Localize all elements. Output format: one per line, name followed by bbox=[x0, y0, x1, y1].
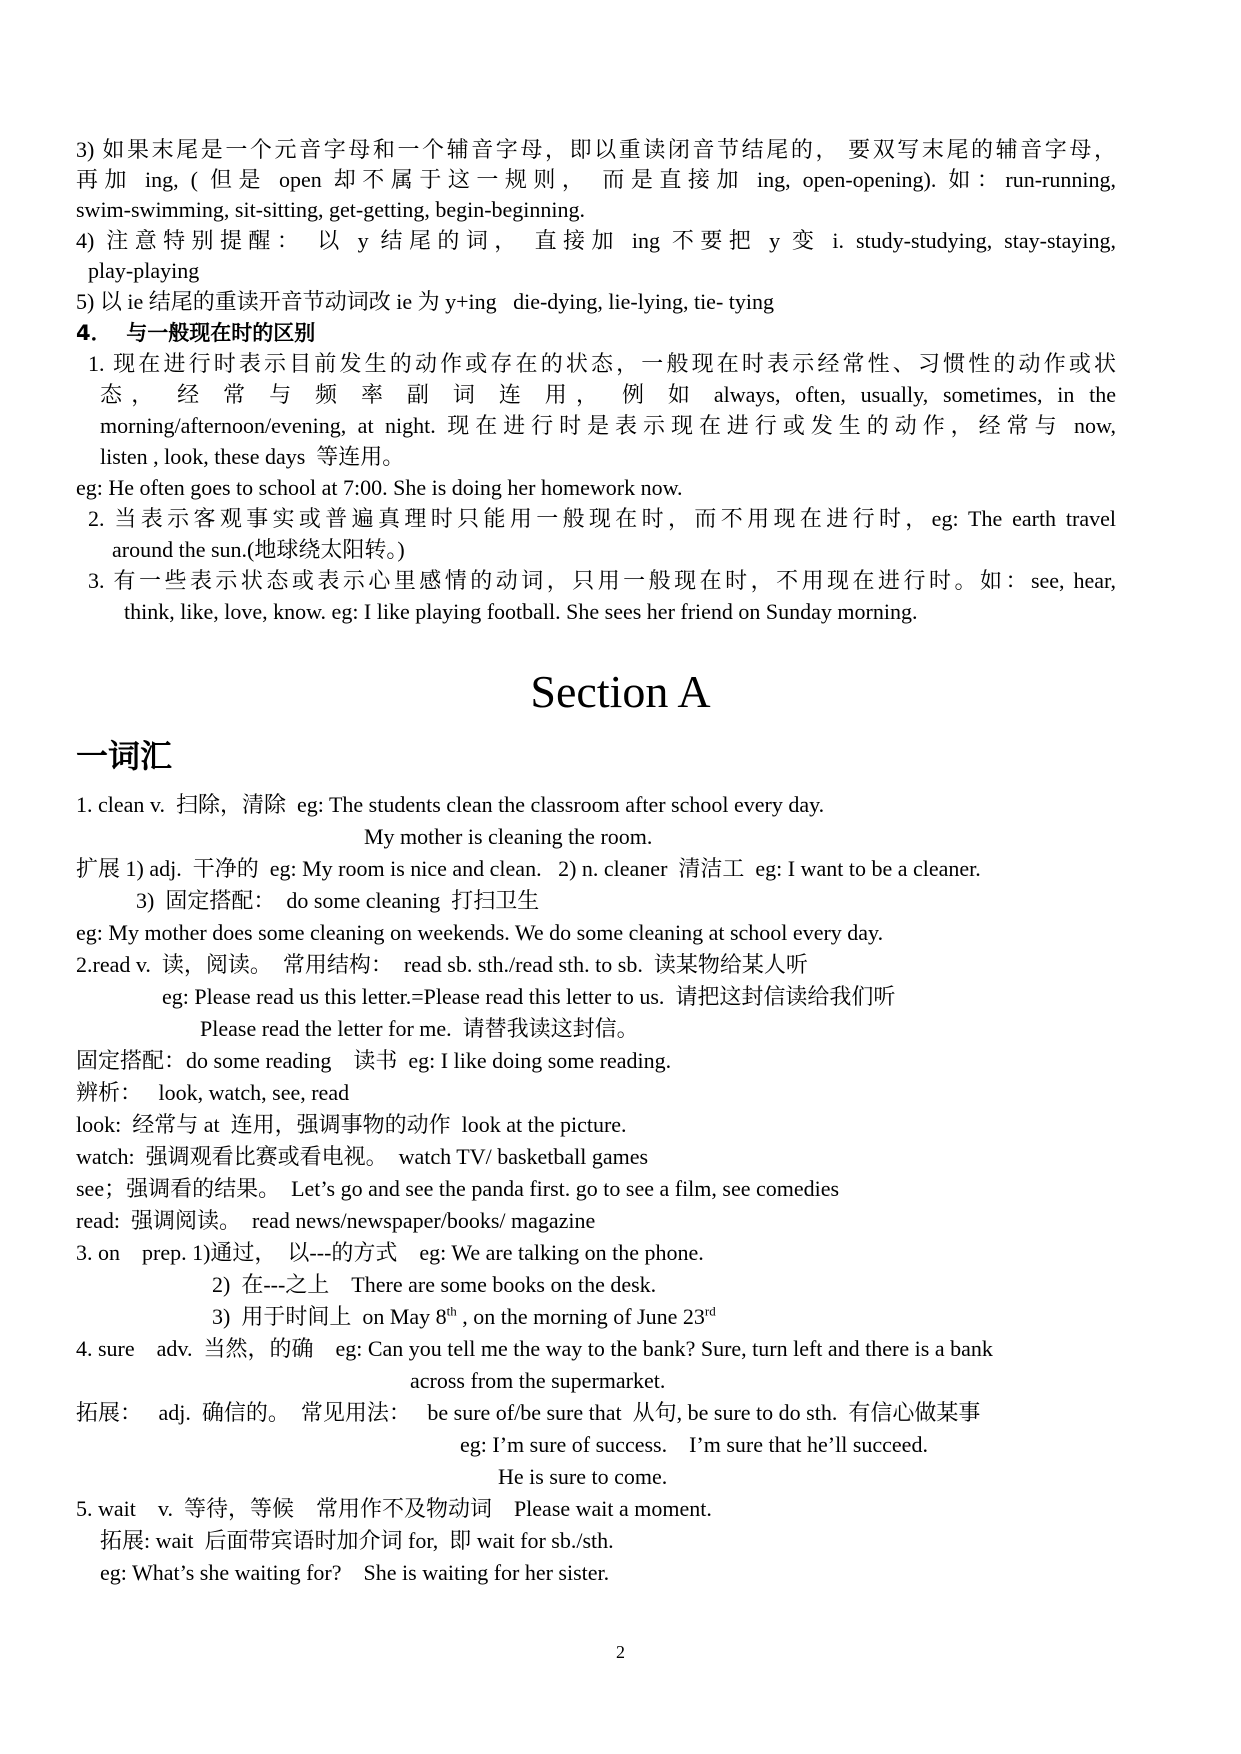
vocab-heading: 一词汇 bbox=[76, 737, 173, 775]
vocab-line: read: 强调阅读。 read news/newspaper/books/ magazine bbox=[76, 1208, 596, 1233]
vocab-line: 5. wait v. 等待，等候 常用作不及物动词 Please wait a moment. bbox=[76, 1496, 712, 1521]
vocab-line: He is sure to come. bbox=[498, 1464, 668, 1489]
vocab-line: across from the supermarket. bbox=[410, 1368, 666, 1393]
vocab-line: eg: What’s she waiting for? She is waiting for her sister. bbox=[100, 1560, 610, 1585]
vocab-line: eg: My mother does some cleaning on weekends. We do some cleaning at school every day. bbox=[76, 920, 884, 945]
superscript: th bbox=[446, 1303, 457, 1319]
vocab-line: eg: Please read us this letter.=Please read this letter to us. 请把这封信读给我们听 bbox=[162, 984, 896, 1009]
point-1-line: 1. 现在进行时表示目前发生的动作或存在的状态，一般现在时表示经常性、习惯性的动作或状 bbox=[88, 351, 1116, 376]
vocab-text: 3) 用于时间上 on May 8 bbox=[212, 1304, 447, 1329]
vocab-line: 3) 固定搭配： do some cleaning 打扫卫生 bbox=[136, 888, 540, 913]
vocab-line: eg: I’m sure of success. I’m sure that he’ll succeed. bbox=[460, 1432, 928, 1457]
vocab-line: look: 经常与 at 连用，强调事物的动作 look at the picture. bbox=[76, 1112, 627, 1137]
point-3-line: 3. 有一些表示状态或表示心里感情的动词，只用一般现在时，不用现在进行时。如：see, hear, bbox=[88, 568, 1116, 593]
vocab-line: see；强调看的结果。 Let’s go and see the panda first. go to see a film, see comedies bbox=[76, 1176, 840, 1201]
point-1-line: morning/afternoon/evening, at night. 现在进行时是表示现在进行或发生的动作，经常与 now, bbox=[100, 413, 1116, 438]
vocab-line: watch: 强调观看比赛或看电视。 watch TV/ basketball games bbox=[76, 1144, 649, 1169]
vocab-line: 拓展： adj. 确信的。 常见用法： be sure of/be sure that 从句, be sure to do sth. 有信心做某事 bbox=[76, 1400, 981, 1425]
vocab-line: 辨析： look, watch, see, read bbox=[76, 1080, 350, 1105]
vocab-line: 扩展 1) adj. 干净的 eg: My room is nice and clean. 2) n. cleaner 清洁工 eg: I want to be a cleaner. bbox=[76, 856, 981, 881]
rule-4-line: play-playing bbox=[88, 258, 200, 283]
vocab-line: 3. on prep. 1)通过， 以---的方式 eg: We are talking on the phone. bbox=[76, 1240, 704, 1265]
rule-3-line: 3) 如果末尾是一个元音字母和一个辅音字母，即以重读闭音节结尾的， 要双写末尾的辅音字母， bbox=[76, 137, 1116, 162]
vocab-line: 拓展: wait 后面带宾语时加介词 for, 即 wait for sb./sth. bbox=[100, 1528, 614, 1553]
vocab-line bbox=[212, 1302, 716, 1332]
point-2-line: around the sun.(地球绕太阳转。) bbox=[112, 537, 405, 562]
vocab-line: 2.read v. 读，阅读。 常用结构： read sb. sth./read sth. to sb. 读某物给某人听 bbox=[76, 952, 808, 977]
vocab-line: My mother is cleaning the room. bbox=[364, 824, 653, 849]
section-4-heading: 4． 与一般现在时的区别 bbox=[76, 321, 316, 345]
point-3-line: think, like, love, know. eg: I like playing football. She sees her friend on Sunday morning. bbox=[124, 599, 918, 624]
rule-5-line: 5) 以 ie 结尾的重读开音节动词改 ie 为 y+ing die-dying, lie-lying, tie- tying bbox=[76, 289, 774, 314]
page-number: 2 bbox=[616, 1642, 625, 1662]
vocab-line: 1. clean v. 扫除，清除 eg: The students clean the classroom after school every day. bbox=[76, 792, 825, 817]
vocab-line: 4. sure adv. 当然，的确 eg: Can you tell me the way to the bank? Sure, turn left and there is a bank bbox=[76, 1336, 993, 1361]
example-line: eg: He often goes to school at 7:00. She is doing her homework now. bbox=[76, 475, 683, 500]
section-title: Section A bbox=[530, 666, 711, 717]
rule-3-line: swim-swimming, sit-sitting, get-getting, begin-beginning. bbox=[76, 197, 586, 222]
rule-4-line: 4) 注意特别提醒： 以 y 结尾的词， 直接加 ing 不要把 y 变 i. study-studying, stay-staying, bbox=[76, 228, 1116, 253]
vocab-text: , on the morning of June 23 bbox=[456, 1304, 705, 1329]
superscript: rd bbox=[704, 1303, 716, 1319]
vocab-line: 2) 在---之上 There are some books on the desk. bbox=[212, 1272, 657, 1297]
vocab-line: Please read the letter for me. 请替我读这封信。 bbox=[200, 1016, 639, 1041]
point-2-line: 2. 当表示客观事实或普遍真理时只能用一般现在时，而不用现在进行时，eg: The earth travel bbox=[88, 506, 1116, 531]
point-1-line: 态， 经 常 与 频 率 副 词 连 用， 例 如 always, often, usually, sometimes, in the bbox=[100, 382, 1116, 407]
point-1-line: listen , look, these days 等连用。 bbox=[100, 444, 405, 469]
rule-3-line: 再加 ing, ( 但是 open 却不属于这一规则， 而是直接加 ing, open-opening). 如：run-running, bbox=[76, 167, 1116, 192]
vocab-line: 固定搭配：do some reading 读书 eg: I like doing some reading. bbox=[76, 1048, 672, 1073]
